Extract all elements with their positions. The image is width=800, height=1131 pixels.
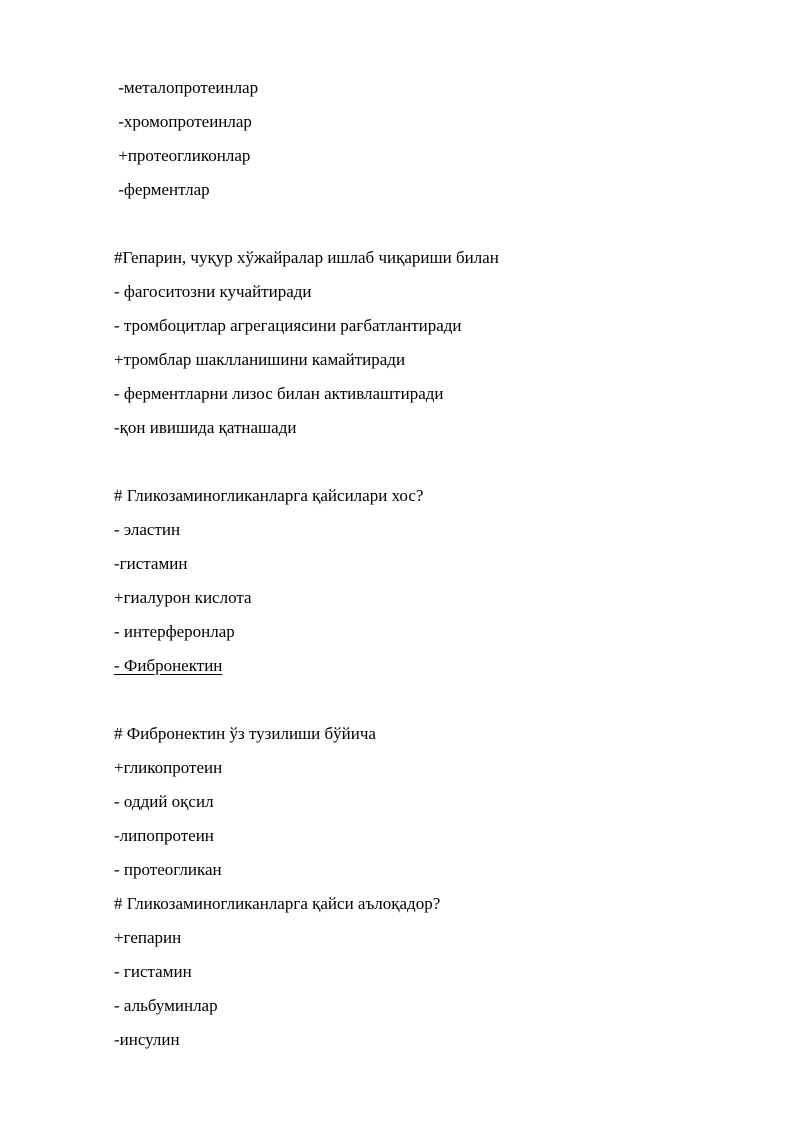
- answer-option: - ферментларни лизос билан активлаштиради: [114, 384, 444, 403]
- question-text: # Фибронектин ўз тузилиши бўйича: [114, 724, 376, 743]
- answer-option: -гистамин: [114, 554, 188, 573]
- answer-option: - оддий оқсил: [114, 792, 214, 811]
- answer-option: - фагоситозни кучайтиради: [114, 282, 312, 301]
- answer-option: - протеогликан: [114, 860, 222, 879]
- answer-option: - Фибронектин: [114, 656, 223, 675]
- answer-option: - эластин: [114, 520, 181, 539]
- question-text: #Гепарин, чуқур хўжайралар ишлаб чиқариши билан: [114, 248, 499, 267]
- question-text: # Гликозаминогликанларга қайсилари хос?: [114, 486, 424, 505]
- answer-option-correct: +гепарин: [114, 928, 182, 947]
- answer-option: -қон ивишида қатнашади: [114, 418, 297, 437]
- question-text: # Гликозаминогликанларга қайси аълоқадор?: [114, 894, 441, 913]
- answer-option: -металопротеинлар: [114, 78, 259, 97]
- answer-option-correct: +тромблар шаклланишини камайтиради: [114, 350, 406, 369]
- answer-option: - интерферонлар: [114, 622, 235, 641]
- answer-option: -липопротеин: [114, 826, 214, 845]
- answer-option: -хромопротеинлар: [114, 112, 252, 131]
- answer-option-correct: +протеогликонлар: [114, 146, 251, 165]
- answer-option: - альбуминлар: [114, 996, 218, 1015]
- answer-option: - тромбоцитлар агрегациясини рағбатлантиради: [114, 316, 462, 335]
- answer-option-correct: +гиалурон кислота: [114, 588, 252, 607]
- answer-option: -ферментлар: [114, 180, 210, 199]
- answer-option-correct: +гликопротеин: [114, 758, 223, 777]
- answer-option: -инсулин: [114, 1030, 180, 1049]
- answer-option: - гистамин: [114, 962, 192, 981]
